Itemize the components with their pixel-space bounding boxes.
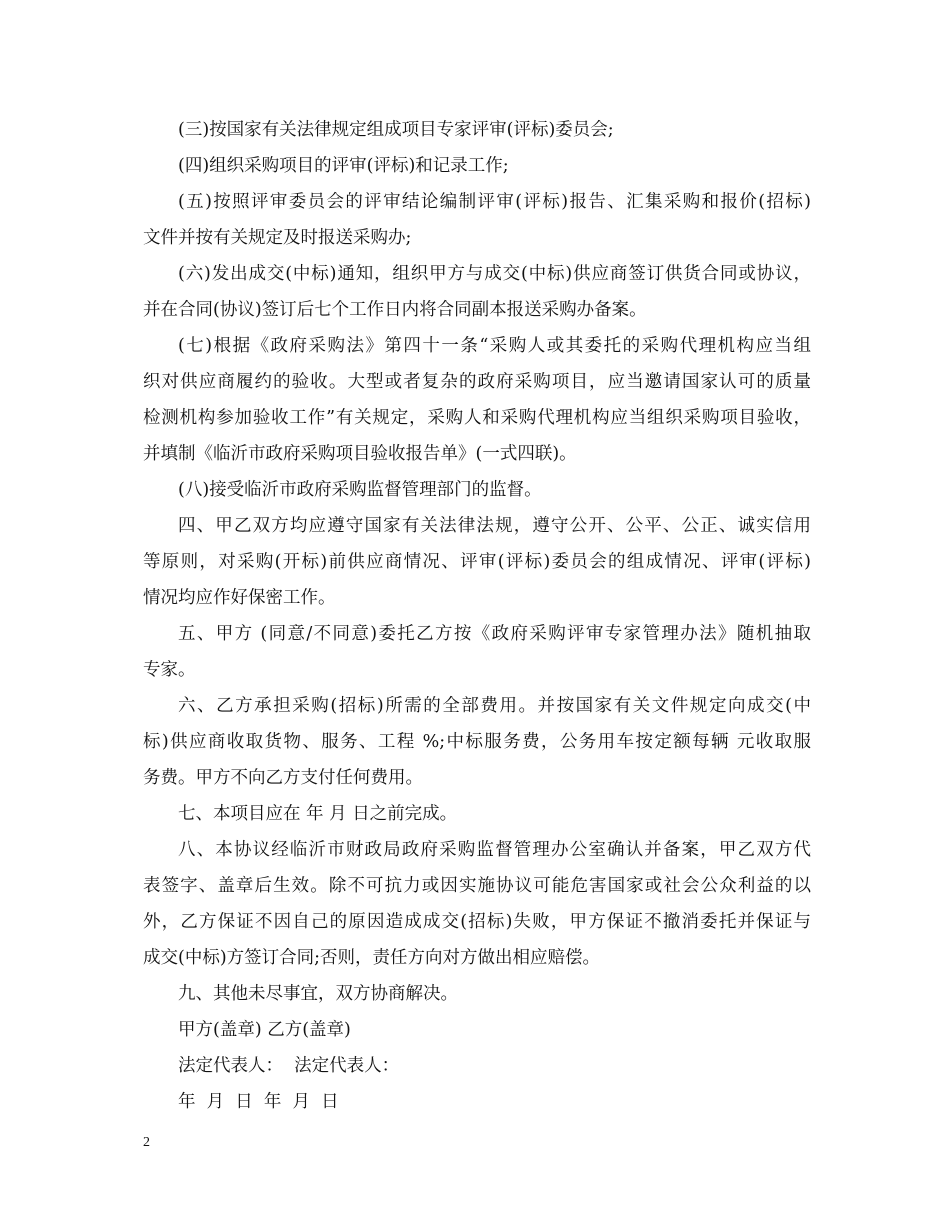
text-line: (七)根据《政府采购法》第四十一条“采购人或其委托的采购代理机构应当组 [178, 336, 811, 356]
text-line: 五、甲方 (同意/不同意)委托乙方按《政府采购评审专家管理办法》随机抽取 [178, 624, 811, 644]
text-line: 八、本协议经临沂市财政局政府采购监督管理办公室确认并备案，甲乙双方代 [178, 840, 811, 860]
text-line: (五)按照评审委员会的评审结论编制评审(评标)报告、汇集采购和报价(招标) [178, 192, 811, 212]
text-line: (八)接受临沂市政府采购监督管理部门的监督。 [178, 480, 542, 500]
clause-6-fees [143, 688, 811, 796]
signature-dates [143, 1084, 811, 1120]
paragraph-8-supervision [143, 472, 811, 508]
text-line: 务费。甲方不向乙方支付任何费用。 [143, 768, 423, 788]
text-line: 并填制《临沂市政府采购项目验收报告单》(一式四联)。 [143, 444, 577, 464]
text-line: 专家。 [143, 660, 196, 680]
text-line: 四、甲乙双方均应遵守国家有关法律法规，遵守公开、公平、公正、诚实信用 [178, 516, 811, 536]
signature-seals [143, 1012, 811, 1048]
text-line: 情况均应作好保密工作。 [143, 588, 336, 608]
text-line: 检测机构参加验收工作”有关规定，采购人和采购代理机构应当组织采购项目验收， [143, 408, 811, 428]
clause-8-effectiveness [143, 832, 811, 976]
text-line: (四)组织采购项目的评审(评标)和记录工作; [178, 156, 509, 176]
signature-representatives [143, 1048, 811, 1084]
text-line: 外，乙方保证不因自己的原因造成成交(招标)失败，甲方保证不撤消委托并保证与 [143, 912, 811, 932]
paragraph-3-committee [143, 112, 811, 148]
text-line: 标)供应商收取货物、服务、工程 %;中标服务费，公务用车按定额每辆 元收取服 [143, 732, 811, 752]
text-line: 表签字、盖章后生效。除不可抗力或因实施协议可能危害国家或社会公众利益的以 [143, 876, 811, 896]
paragraph-4-review [143, 148, 811, 184]
clause-9-other [143, 976, 811, 1012]
text-line: 织对供应商履约的验收。大型或者复杂的政府采购项目，应当邀请国家认可的质量 [143, 372, 811, 392]
clause-7-deadline [143, 796, 811, 832]
text-line: 甲方(盖章) 乙方(盖章) [178, 1020, 351, 1040]
text-line: 年 月 日 年 月 日 [178, 1092, 339, 1112]
paragraph-6-notice [143, 256, 811, 328]
clause-5-experts [143, 616, 811, 688]
paragraph-5-report [143, 184, 811, 256]
paragraph-7-acceptance [143, 328, 811, 472]
text-line: 成交(中标)方签订合同;否则，责任方向对方做出相应赔偿。 [143, 948, 601, 968]
text-line: 法定代表人： 法定代表人： [178, 1056, 400, 1076]
text-line: (三)按国家有关法律规定组成项目专家评审(评标)委员会; [178, 120, 614, 140]
text-line: 六、乙方承担采购(招标)所需的全部费用。并按国家有关文件规定向成交(中 [178, 696, 811, 716]
text-line: 文件并按有关规定及时报送采购办; [143, 228, 412, 248]
text-line: 九、其他未尽事宜，双方协商解决。 [178, 984, 458, 1004]
text-line: 并在合同(协议)签订后七个工作日内将合同副本报送采购办备案。 [143, 300, 647, 320]
clause-4-confidentiality [143, 508, 811, 616]
text-line: 七、本项目应在 年 月 日之前完成。 [178, 804, 458, 824]
page-number: 2 [143, 1135, 150, 1150]
text-line: 等原则，对采购(开标)前供应商情况、评审(评标)委员会的组成情况、评审(评标) [143, 552, 811, 572]
text-line: (六)发出成交(中标)通知，组织甲方与成交(中标)供应商签订供货合同或协议， [178, 264, 811, 284]
